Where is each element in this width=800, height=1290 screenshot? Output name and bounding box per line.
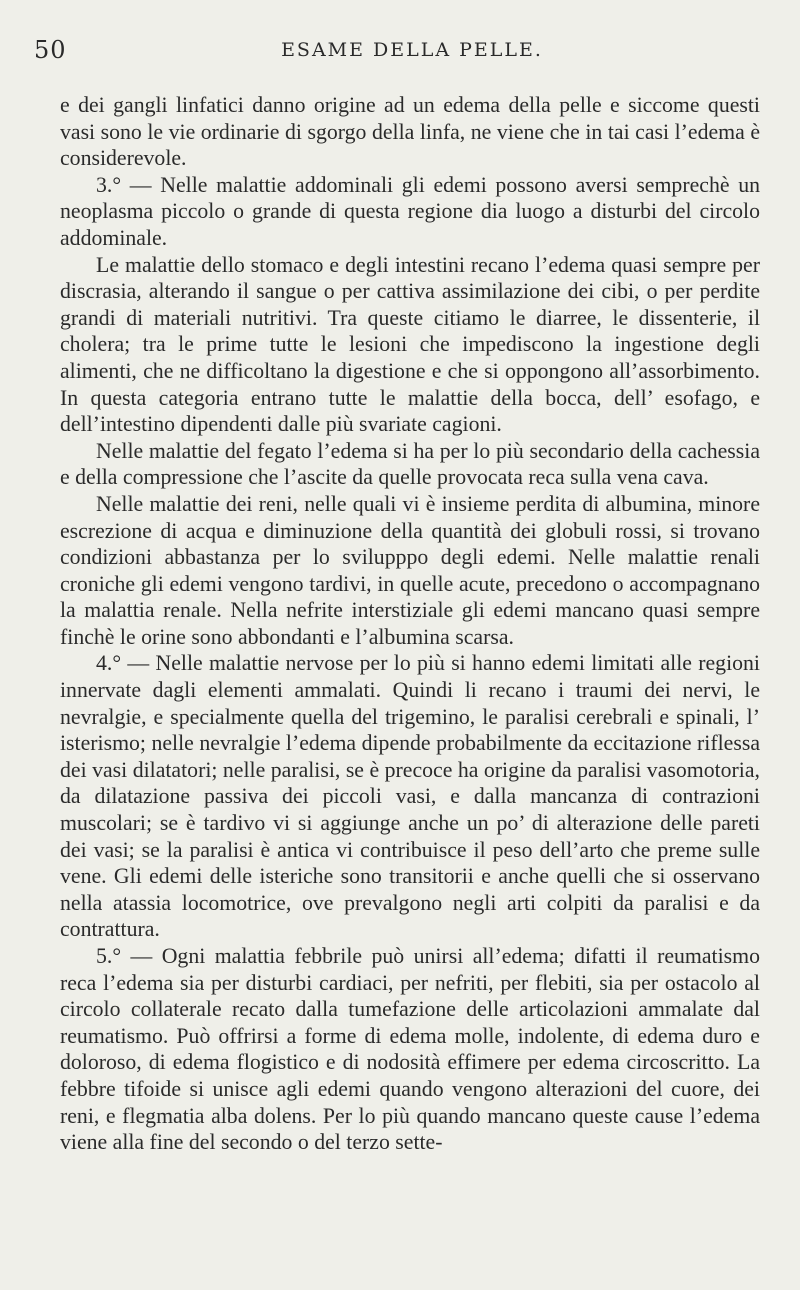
page-header	[34, 36, 770, 66]
running-head: ESAME DELLA PELLE.	[281, 39, 543, 61]
paragraph: 3.° — Nelle malattie addominali gli edemi possono aversi semprechè un neoplasma piccolo o grande di questa regione dia luogo a disturbi del circolo addominale.	[60, 172, 760, 250]
paragraph: Nelle malattie dei reni, nelle quali vi è insieme perdita di albumina, minore escrezione di acqua e diminuzione della quantità dei globuli rossi, si trovano condizioni abbastanza per lo svilupppo degli edemi. Nelle malattie renali croniche gli edemi vengono tardivi, in quelle acute, precedono o accompagnano la malattia renale. Nella nefrite interstiziale gli edemi mancano quasi sempre finchè le orine sono abbondanti e l’albumina scarsa.	[60, 491, 760, 649]
paragraph: Le malattie dello stomaco e degli intestini recano l’edema quasi sempre per discrasia, alterando il sangue o per cattiva assimilazione dei cibi, o per perdite grandi di materiali nutritivi. Tra queste citiamo le diarree, le dissenterie, il cholera; tra le prime tutte le lesioni che impediscono la ingestione degli alimenti, che ne difficoltano la digestione e che si oppongono all’assorbimento. In questa categoria entrano tutte le malattie della bocca, dell’ esofago, e dell’intestino dipendenti dalle più svariate cagioni.	[60, 252, 760, 437]
paragraph: 4.° — Nelle malattie nervose per lo più si hanno edemi limitati alle regioni innervate dagli elementi ammalati. Quindi li recano i traumi dei nervi, le nevralgie, e specialmente quella del trigemino, le paralisi cerebrali e spinali, l’ isterismo; nelle nevralgie l’edema dipende probabilmente da eccitazione riflessa dei vasi dilatatori; nelle paralisi, se è precoce ha origine da paralisi vasomotoria, da dilatazione passiva dei piccoli vasi, e dalla mancanza di contrazioni muscolari; se è tardivo vi si aggiunge anche un po’ di alterazione delle pareti dei vasi; se la paralisi è antica vi contribuisce il peso dell’arto che preme sulle vene. Gli edemi delle isteriche sono transitorii e anche quelli che si osservano nella atassia locomotrice, ove prevalgono negli arti colpiti da paralisi e da contrattura.	[60, 651, 760, 942]
paragraph: Nelle malattie del fegato l’edema si ha per lo più secondario della cachessia e della compressione che l’ascite da quelle provocata reca sulla vena cava.	[60, 438, 760, 490]
paragraph: 5.° — Ogni malattia febbrile può unirsi all’edema; difatti il reumatismo reca l’edema sia per disturbi cardiaci, per nefriti, per flebiti, sia per ostacolo al circolo collaterale recato dalla tumefazione delle articolazioni ammalate dal reumatismo. Può offrirsi a forme di edema molle, indolente, di edema duro e doloroso, di edema flogistico e di nodosità effimere per edema circoscritto. La febbre tifoide si unisce agli edemi quando vengono alterazioni del cuore, dei reni, e flegmatia alba dolens. Per lo più quando mancano queste cause l’edema viene alla fine del secondo o del terzo sette-	[60, 944, 760, 1155]
body-text	[60, 92, 760, 1156]
page-number: 50	[34, 36, 67, 64]
paragraph: e dei gangli linfatici danno origine ad un edema della pelle e siccome questi vasi sono le vie ordinarie di sgorgo della linfa, ne viene che in tai casi l’edema è considerevole.	[60, 93, 760, 171]
